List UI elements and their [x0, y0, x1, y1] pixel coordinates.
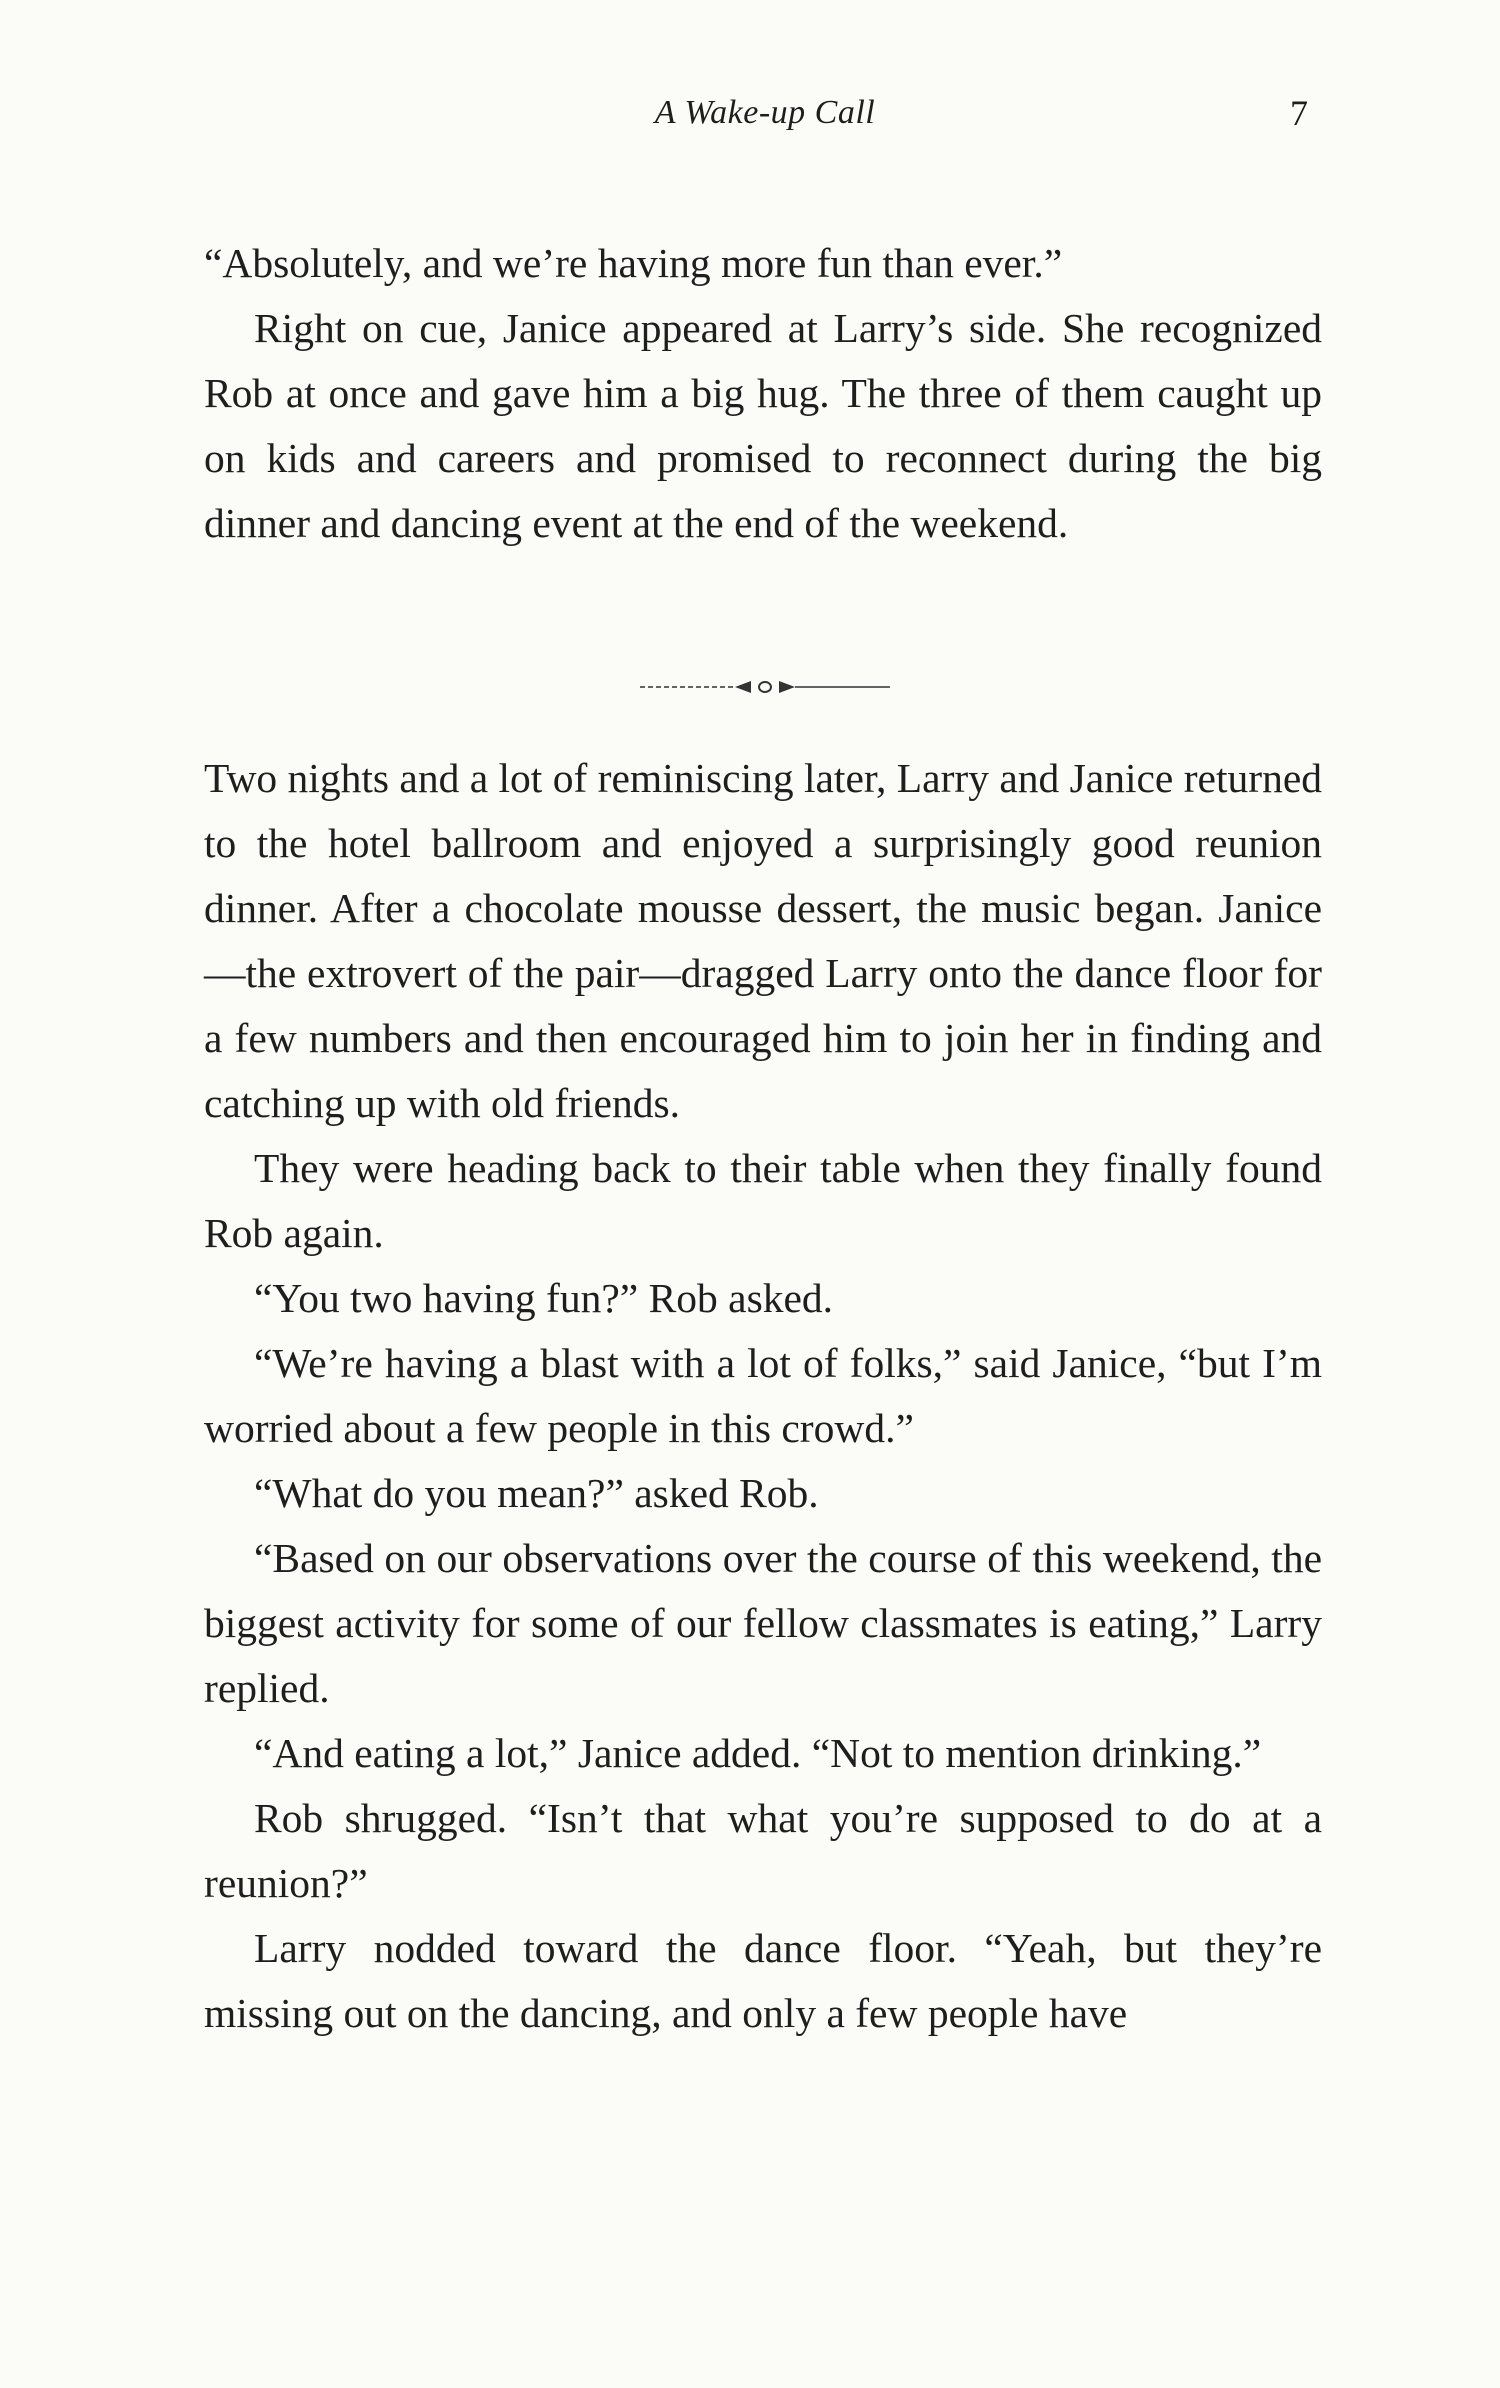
- paragraph: Larry nodded toward the dance floor. “Yeah, but they’re missing out on the dancing, and only a few people have: [204, 1925, 1322, 2036]
- scene-break-ornament-icon: [640, 675, 890, 699]
- paragraph: “And eating a lot,” Janice added. “Not to mention drinking.”: [254, 1730, 1262, 1776]
- paragraph: “We’re having a blast with a lot of folks,” said Janice, “but I’m worried about a few people in this crowd.”: [204, 1340, 1322, 1451]
- section-two: [204, 746, 1322, 2046]
- section-one: [204, 231, 1322, 556]
- paragraph: “You two having fun?” Rob asked.: [254, 1275, 834, 1321]
- paragraph: “Based on our observations over the course of this weekend, the biggest activity for some of our fellow classmates is eating,” Larry replied.: [204, 1535, 1322, 1711]
- paragraph: “What do you mean?” asked Rob.: [254, 1470, 819, 1516]
- paragraph: Right on cue, Janice appeared at Larry’s side. She recognized Rob at once and gave him a big hug. The three of them caught up on kids and careers and promised to reconnect during the big dinner and dancing event at the end of the weekend.: [204, 305, 1322, 546]
- page-number: 7: [1290, 93, 1308, 133]
- running-head: [0, 88, 1500, 138]
- paragraph: Two nights and a lot of reminiscing later, Larry and Janice returned to the hotel ballroom and enjoyed a surprisingly good reunion dinner. After a chocolate mousse dessert, the music began. Janice—the extrovert of the pair—dragged Larry onto the dance floor for a few numbers and then encouraged him to join her in finding and catching up with old friends.: [204, 755, 1322, 1126]
- running-title: A Wake-up Call: [654, 94, 876, 131]
- paragraph: Rob shrugged. “Isn’t that what you’re supposed to do at a reunion?”: [204, 1795, 1322, 1906]
- paragraph: They were heading back to their table when they finally found Rob again.: [204, 1145, 1322, 1256]
- paragraph: “Absolutely, and we’re having more fun than ever.”: [204, 240, 1063, 286]
